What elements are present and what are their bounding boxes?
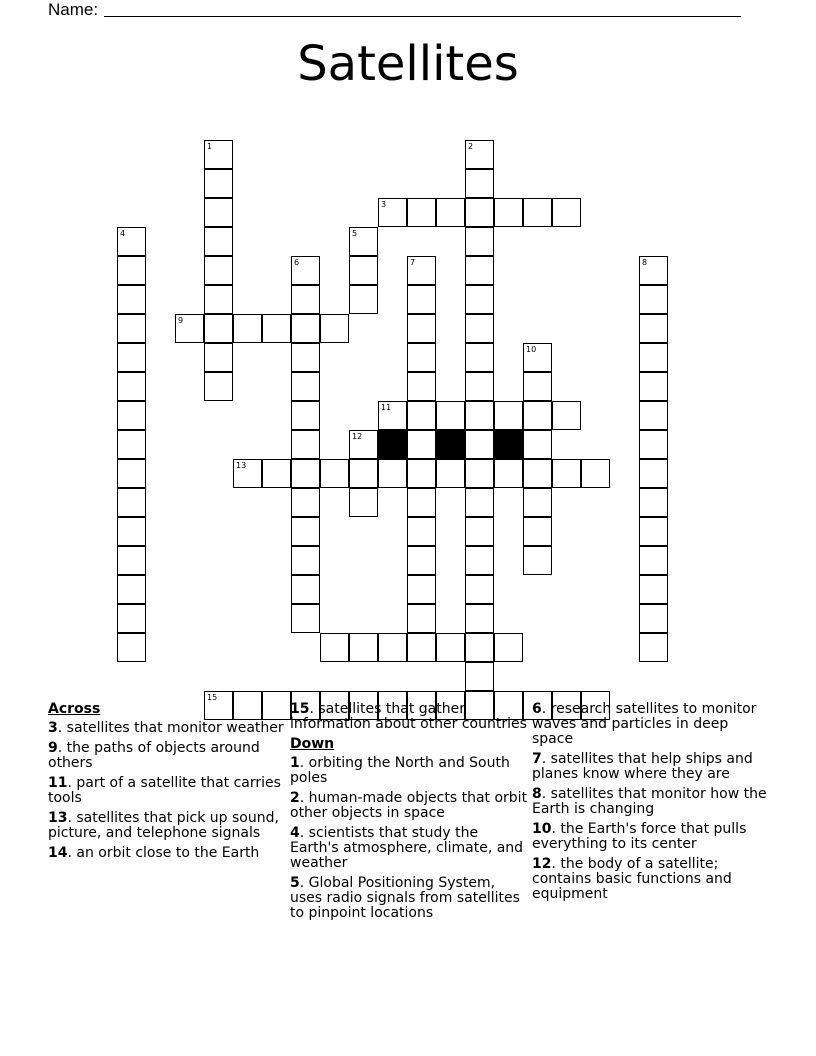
grid-cell[interactable] (639, 517, 668, 546)
clue-num: 14 (48, 845, 68, 861)
grid-cell[interactable] (117, 488, 146, 517)
grid-cell[interactable] (117, 401, 146, 430)
grid-cell[interactable] (291, 343, 320, 372)
grid-cell[interactable] (204, 285, 233, 314)
grid-cell[interactable] (523, 372, 552, 401)
grid-cell[interactable] (117, 575, 146, 604)
grid-cell[interactable] (320, 314, 349, 343)
grid-cell[interactable] (349, 459, 378, 488)
grid-cell[interactable] (291, 604, 320, 633)
clue-num: 15 (290, 701, 310, 717)
clue-text: . Global Positioning System, uses radio signals from satellites to pinpoint locations (290, 875, 520, 921)
clue-item (48, 721, 288, 736)
grid-cell[interactable] (204, 198, 233, 227)
clues-column-1 (48, 702, 288, 866)
grid-cell[interactable] (465, 256, 494, 285)
grid-cell[interactable] (117, 633, 146, 662)
clue-item (290, 756, 530, 786)
grid-cell[interactable] (117, 256, 146, 285)
grid-cell[interactable] (465, 575, 494, 604)
grid-cell[interactable] (378, 401, 407, 430)
grid-cell[interactable] (407, 459, 436, 488)
grid-cell[interactable] (465, 488, 494, 517)
clue-text: . satellites that pick up sound, picture, and telephone signals (48, 810, 279, 841)
grid-cell[interactable] (349, 430, 378, 459)
clue-number: 4 (120, 229, 126, 238)
name-label: Name: (48, 0, 99, 19)
clue-number: 13 (236, 461, 247, 470)
clue-number: 15 (207, 693, 218, 702)
grid-cell[interactable] (407, 256, 436, 285)
grid-cell[interactable] (320, 633, 349, 662)
grid-cell[interactable] (494, 459, 523, 488)
clues-column-2 (290, 702, 530, 926)
clue-number: 9 (178, 316, 184, 325)
clue-item (290, 702, 530, 732)
clue-num: 1 (290, 755, 300, 771)
clue-num: 3 (48, 720, 58, 736)
grid-cell[interactable] (639, 488, 668, 517)
grid-cell[interactable] (233, 314, 262, 343)
grid-cell[interactable] (639, 401, 668, 430)
grid-cell[interactable] (117, 372, 146, 401)
clue-text: . an orbit close to the Earth (67, 845, 260, 861)
grid-cell[interactable] (349, 488, 378, 517)
grid-cell[interactable] (204, 343, 233, 372)
grid-cell[interactable] (639, 459, 668, 488)
grid-cell[interactable] (552, 198, 581, 227)
grid-cell[interactable] (639, 256, 668, 285)
grid-cell[interactable] (378, 633, 407, 662)
grid-cell[interactable] (465, 604, 494, 633)
grid-cell[interactable] (436, 633, 465, 662)
grid-cell[interactable] (407, 314, 436, 343)
grid-cell[interactable] (117, 314, 146, 343)
grid-cell[interactable] (523, 198, 552, 227)
grid-cell[interactable] (291, 430, 320, 459)
grid-cell[interactable] (233, 459, 262, 488)
grid-cell[interactable] (204, 372, 233, 401)
clue-number: 12 (352, 432, 363, 441)
grid-cell[interactable] (436, 198, 465, 227)
clue-item (532, 822, 772, 852)
down-heading: Down (290, 736, 335, 752)
grid-cell[interactable] (581, 459, 610, 488)
clue-text: . scientists that study the Earth's atmosphere, climate, and weather (290, 825, 524, 871)
clue-num: 8 (532, 786, 542, 802)
grid-cell[interactable] (291, 517, 320, 546)
grid-cell[interactable] (291, 314, 320, 343)
grid-cell[interactable] (639, 633, 668, 662)
grid-cell[interactable] (175, 314, 204, 343)
clue-num: 9 (48, 740, 58, 756)
grid-cell[interactable] (262, 459, 291, 488)
grid-cell[interactable] (552, 459, 581, 488)
clue-number: 10 (526, 345, 537, 354)
clue-number: 7 (410, 258, 416, 267)
grid-cell[interactable] (465, 140, 494, 169)
clue-num: 10 (532, 821, 552, 837)
grid-cell[interactable] (117, 430, 146, 459)
grid-cell[interactable] (465, 401, 494, 430)
grid-cell[interactable] (407, 546, 436, 575)
grid-cell[interactable] (349, 256, 378, 285)
grid-cell[interactable] (465, 662, 494, 691)
clue-num: 5 (290, 875, 300, 891)
grid-cell[interactable] (117, 517, 146, 546)
grid-cell[interactable] (465, 169, 494, 198)
black-cell (494, 430, 523, 459)
page-title: Satellites (297, 36, 519, 92)
grid-cell[interactable] (465, 227, 494, 256)
clue-num: 11 (48, 775, 68, 791)
grid-cell[interactable] (378, 459, 407, 488)
clue-number: 3 (381, 200, 387, 209)
grid-cell[interactable] (465, 314, 494, 343)
grid-cell[interactable] (407, 401, 436, 430)
grid-cell[interactable] (204, 227, 233, 256)
grid-cell[interactable] (523, 459, 552, 488)
grid-cell[interactable] (291, 575, 320, 604)
grid-cell[interactable] (204, 256, 233, 285)
grid-cell[interactable] (204, 314, 233, 343)
grid-cell[interactable] (465, 372, 494, 401)
clue-number: 6 (294, 258, 300, 267)
clue-item (48, 741, 288, 771)
grid-cell[interactable] (291, 372, 320, 401)
grid-cell[interactable] (465, 430, 494, 459)
grid-cell[interactable] (407, 198, 436, 227)
clue-item (48, 811, 288, 841)
clue-num: 6 (532, 701, 542, 717)
grid-cell[interactable] (465, 343, 494, 372)
grid-cell[interactable] (407, 285, 436, 314)
grid-cell[interactable] (378, 198, 407, 227)
grid-cell[interactable] (465, 546, 494, 575)
grid-cell[interactable] (117, 459, 146, 488)
grid-cell[interactable] (204, 140, 233, 169)
clue-item (532, 702, 772, 747)
clue-num: 12 (532, 856, 552, 872)
clue-text: . the Earth's force that pulls everything to its center (532, 821, 747, 852)
grid-cell[interactable] (349, 285, 378, 314)
grid-cell[interactable] (291, 459, 320, 488)
grid-cell[interactable] (291, 285, 320, 314)
grid-cell[interactable] (494, 633, 523, 662)
grid-cell[interactable] (407, 604, 436, 633)
grid-cell[interactable] (639, 604, 668, 633)
grid-cell[interactable] (639, 285, 668, 314)
grid-cell[interactable] (407, 430, 436, 459)
grid-cell[interactable] (523, 488, 552, 517)
clue-item (290, 791, 530, 821)
clue-number: 11 (381, 403, 392, 412)
grid-cell[interactable] (291, 546, 320, 575)
clue-item (48, 846, 288, 861)
clue-text: . satellites that gather information about other countries (290, 701, 527, 732)
grid-cell[interactable] (117, 227, 146, 256)
grid-cell[interactable] (436, 459, 465, 488)
clue-num: 7 (532, 751, 542, 767)
grid-cell[interactable] (262, 314, 291, 343)
clue-text: . human-made objects that orbit other objects in space (290, 790, 528, 821)
clue-text: . the body of a satellite; contains basic functions and equipment (532, 856, 732, 902)
clue-item (532, 787, 772, 817)
clue-text: . satellites that monitor how the Earth is changing (532, 786, 767, 817)
clue-num: 13 (48, 810, 68, 826)
grid-cell[interactable] (436, 401, 465, 430)
grid-cell[interactable] (117, 546, 146, 575)
clue-number: 8 (642, 258, 648, 267)
grid-cell[interactable] (639, 575, 668, 604)
clues-column-3 (532, 702, 772, 907)
grid-cell[interactable] (291, 488, 320, 517)
black-cell (378, 430, 407, 459)
grid-cell[interactable] (465, 285, 494, 314)
grid-cell[interactable] (465, 459, 494, 488)
clue-number: 2 (468, 142, 474, 151)
grid-cell[interactable] (117, 285, 146, 314)
grid-cell[interactable] (494, 198, 523, 227)
grid-cell[interactable] (407, 372, 436, 401)
grid-cell[interactable] (291, 401, 320, 430)
grid-cell[interactable] (407, 575, 436, 604)
clue-item (290, 826, 530, 871)
grid-cell[interactable] (465, 633, 494, 662)
grid-cell[interactable] (552, 401, 581, 430)
black-cell (436, 430, 465, 459)
grid-cell[interactable] (523, 546, 552, 575)
grid-cell[interactable] (494, 401, 523, 430)
clue-number: 5 (352, 229, 358, 238)
clue-text: . the paths of objects around others (48, 740, 260, 771)
clue-text: . orbiting the North and South poles (290, 755, 510, 786)
across-heading: Across (48, 701, 101, 717)
grid-cell[interactable] (291, 256, 320, 285)
grid-cell[interactable] (204, 169, 233, 198)
clue-item (532, 857, 772, 902)
clue-item (532, 752, 772, 782)
grid-cell[interactable] (523, 517, 552, 546)
clue-item (290, 876, 530, 921)
grid-cell[interactable] (639, 430, 668, 459)
grid-cell[interactable] (465, 198, 494, 227)
clue-text: . satellites that monitor weather (57, 720, 284, 736)
clue-num: 2 (290, 790, 300, 806)
grid-cell[interactable] (639, 546, 668, 575)
grid-cell[interactable] (465, 517, 494, 546)
grid-cell[interactable] (523, 401, 552, 430)
grid-cell[interactable] (407, 343, 436, 372)
grid-cell[interactable] (407, 488, 436, 517)
grid-cell[interactable] (639, 343, 668, 372)
grid-cell[interactable] (320, 459, 349, 488)
grid-cell[interactable] (407, 517, 436, 546)
clue-text: . satellites that help ships and planes know where they are (532, 751, 753, 782)
clue-text: . part of a satellite that carries tools (48, 775, 281, 806)
grid-cell[interactable] (349, 633, 378, 662)
grid-cell[interactable] (117, 604, 146, 633)
clue-number: 1 (207, 142, 213, 151)
grid-cell[interactable] (639, 314, 668, 343)
grid-cell[interactable] (523, 343, 552, 372)
clue-num: 4 (290, 825, 300, 841)
grid-cell[interactable] (349, 227, 378, 256)
clue-item (48, 776, 288, 806)
grid-cell[interactable] (639, 372, 668, 401)
clue-text: . research satellites to monitor waves and particles in deep space (532, 701, 757, 747)
grid-cell[interactable] (523, 430, 552, 459)
grid-cell[interactable] (117, 343, 146, 372)
grid-cell[interactable] (407, 633, 436, 662)
